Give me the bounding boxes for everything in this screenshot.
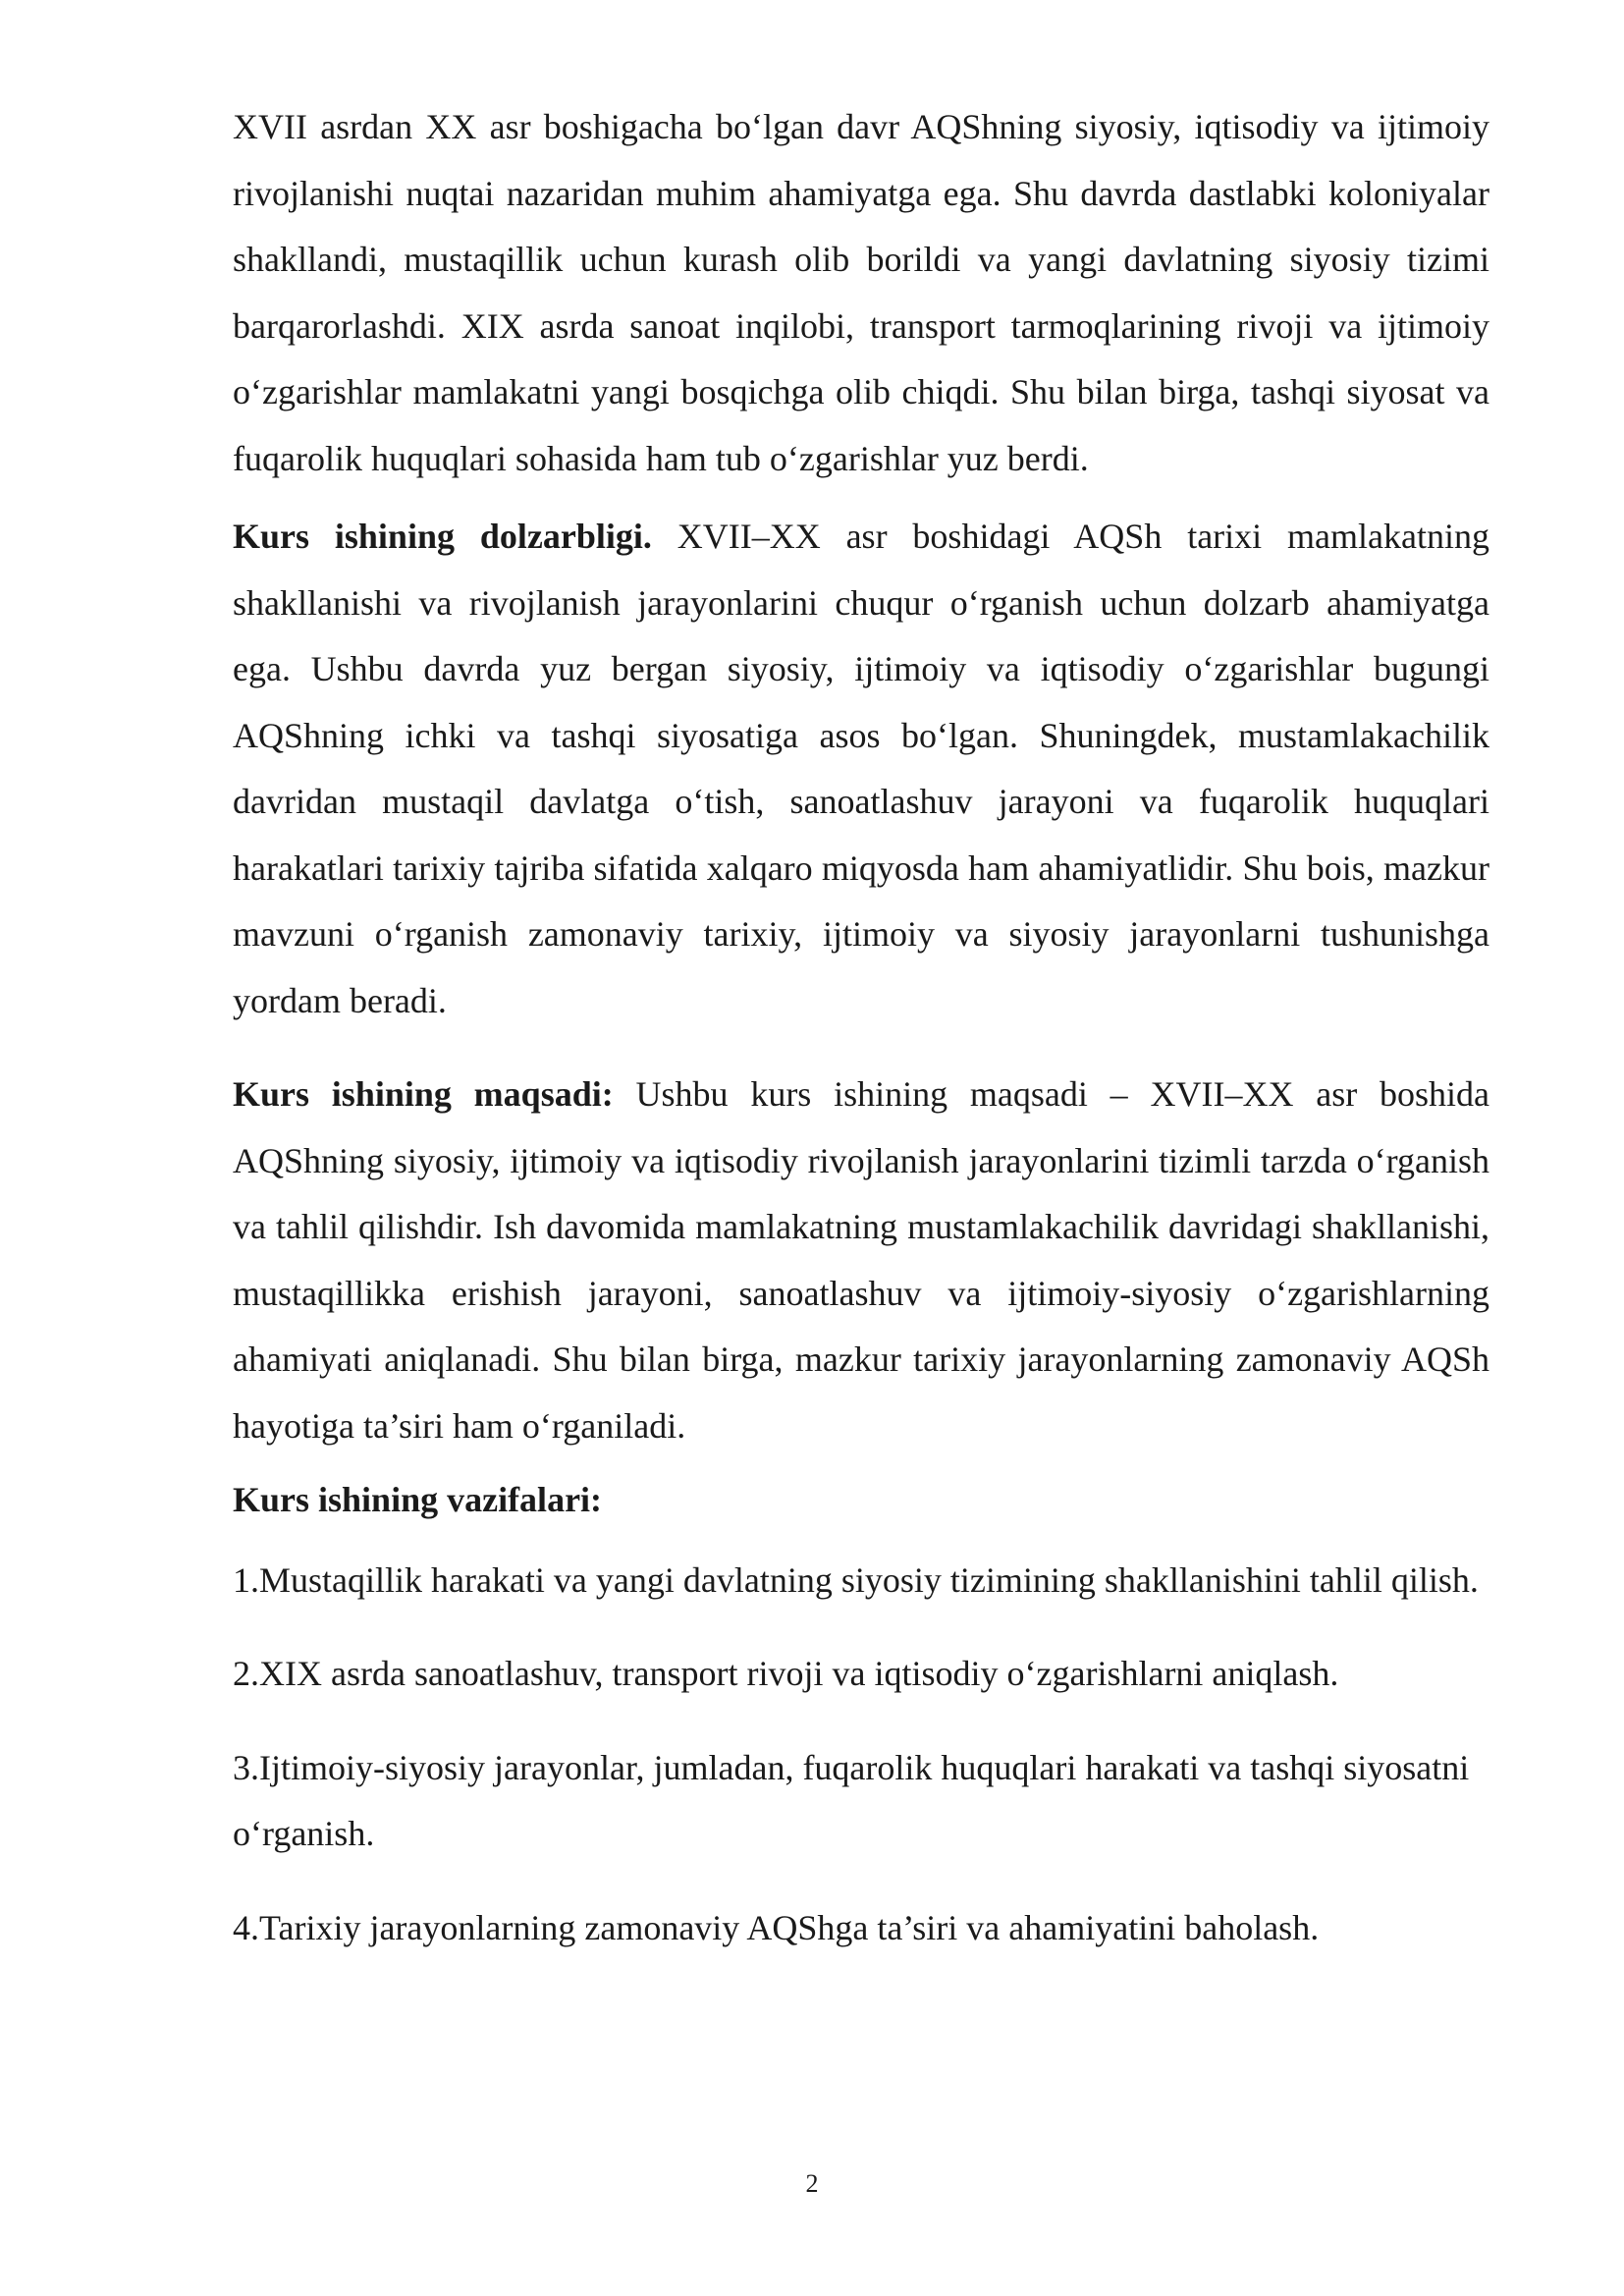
relevance-paragraph xyxy=(233,504,1489,1034)
relevance-text: XVII–XX asr boshidagi AQSh tarixi mamlakatning shakllanishi va rivojlanish jarayonlarini chuqur o‘rganish uchun dolzarb ahamiyatga ega. Ushbu davrda yuz bergan siyosiy, ijtimoiy va iqtisodiy o‘zgarishlar bugungi AQShning ichki va tashqi siyosatiga asos bo‘lgan. Shuningdek, mustamlakachilik davridan mustaqil davlatga o‘tish, sanoatlashuv jarayoni va fuqarolik huquqlari harakatlari tarixiy tajriba sifatida xalqaro miqyosda ham ahamiyatlidir. Shu bois, mazkur mavzuni o‘rganish zamonaviy tarixiy, ijtimoiy va siyosiy jarayonlarni tushunishga yordam beradi. xyxy=(233,517,1489,1020)
relevance-heading: Kurs ishining dolzarbligi. xyxy=(233,517,652,556)
goal-text: Ushbu kurs ishining maqsadi – XVII–XX asr boshida AQShning siyosiy, ijtimoiy va iqtisodiy rivojlanish jarayonlarini tizimli tarzda o‘rganish va tahlil qilishdir. Ish davomida mamlakatning mustamlakachilik davridagi shakllanishi, mustaqillikka erishish jarayoni, sanoatlashuv va ijtimoiy-siyosiy o‘zgarishlarning ahamiyati aniqlanadi. Shu bilan birga, mazkur tarixiy jarayonlarning zamonaviy AQSh hayotiga ta’siri ham o‘rganiladi. xyxy=(233,1074,1489,1446)
intro-paragraph: XVII asrdan XX asr boshigacha bo‘lgan davr AQShning siyosiy, iqtisodiy va ijtimoiy rivojlanishi nuqtai nazaridan muhim ahamiyatga ega. Shu davrda dastlabki koloniyalar shakllandi, mustaqillik uchun kurash olib borildi va yangi davlatning siyosiy tizimi barqarorlashdi. XIX asrda sanoat inqilobi, transport tarmoqlarining rivoji va ijtimoiy o‘zgarishlar mamlakatni yangi bosqichga olib chiqdi. Shu bilan birga, tashqi siyosat va fuqarolik huquqlari sohasida ham tub o‘zgarishlar yuz berdi. xyxy=(233,107,1489,478)
tasks-heading: Kurs ishining vazifalari: xyxy=(233,1480,603,1519)
document-page xyxy=(233,94,1489,1989)
task-item: 3.Ijtimoiy-siyosiy jarayonlar, jumladan, fuqarolik huquqlari harakati va tashqi siyosatni o‘rganish. xyxy=(233,1747,1470,1853)
goal-paragraph xyxy=(233,1062,1489,1459)
task-item: 2.XIX asrda sanoatlashuv, transport rivoji va iqtisodiy o‘zgarishlarni aniqlash. xyxy=(233,1654,1339,1693)
task-item: 4.Tarixiy jarayonlarning zamonaviy AQShga ta’siri va ahamiyatini baholash. xyxy=(233,1907,1320,1947)
task-item: 1.Mustaqillik harakati va yangi davlatning siyosiy tizimining shakllanishini tahlil qilish. xyxy=(233,1559,1479,1600)
goal-heading: Kurs ishining maqsadi: xyxy=(233,1074,614,1114)
page-number: 2 xyxy=(805,2169,819,2198)
